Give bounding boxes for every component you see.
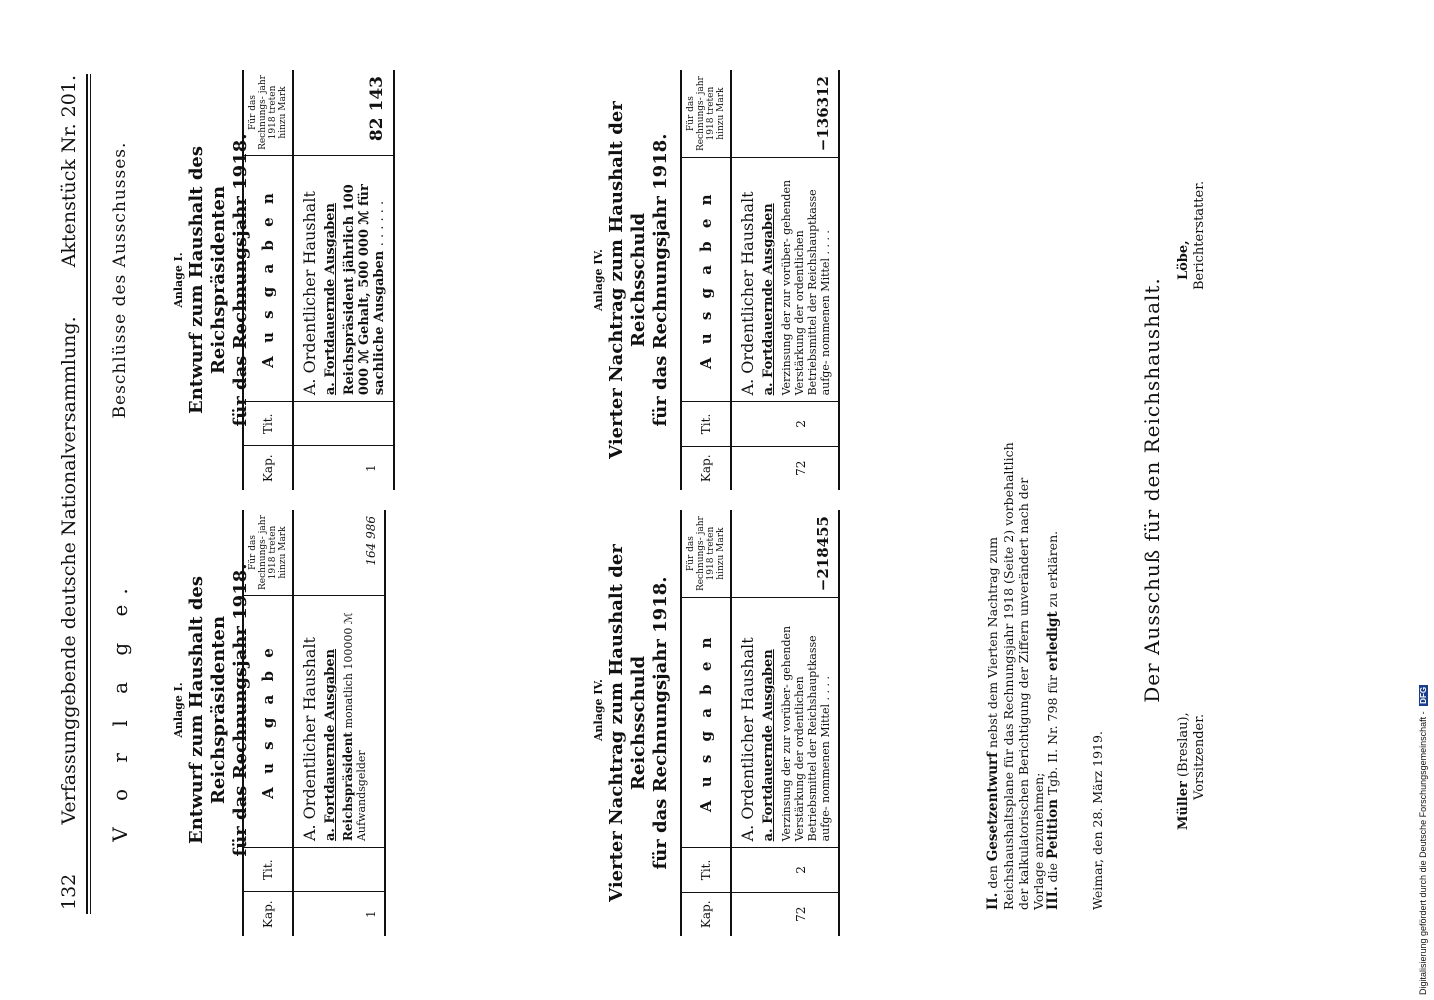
decision-iii bbox=[1045, 440, 1061, 910]
cell-kap: 72 bbox=[731, 446, 839, 490]
col-mark: Für das Rechnungs- jahr 1918 treten hinzu Mark bbox=[243, 70, 293, 155]
decision-iii-bold2: erledigt bbox=[1045, 611, 1061, 671]
left-table2 bbox=[680, 510, 840, 936]
beschluesse-heading: Beschlüsse des Ausschusses. bbox=[110, 141, 130, 419]
cell-desc-rest: monatlich 100000 ℳ Aufwandsgelder bbox=[342, 612, 368, 842]
cell-desc-bold: Reichspräsident bbox=[341, 731, 355, 842]
col-kap: Kap. bbox=[681, 892, 731, 936]
col-tit: Tit. bbox=[243, 402, 293, 446]
cell-head: A. Ordentlicher Haushalt bbox=[738, 637, 757, 842]
right-table2-title-line1: Vierter Nachtrag zum Haushalt der Reichsschuld bbox=[606, 101, 649, 459]
reporter-name: Löbe, bbox=[1176, 240, 1191, 280]
cell-amount: 82 143 bbox=[293, 70, 394, 155]
left-table2-anlage: Anlage IV. bbox=[592, 679, 605, 741]
cell-ausgabe bbox=[293, 596, 385, 848]
cell-ausgabe bbox=[731, 598, 839, 848]
chair-name: Müller bbox=[1176, 781, 1191, 830]
left-table1-title-line2: für das Rechnungsjahr 1918. bbox=[230, 563, 251, 857]
col-tit: Tit. bbox=[243, 848, 293, 892]
digitization-note bbox=[1418, 10, 1432, 995]
decision-ii-lead: den bbox=[985, 865, 1000, 889]
table-row bbox=[293, 70, 394, 490]
cell-desc: Verzinsung der zur vorüber- gehenden Verstärkung der ordentlichen Betriebsmittel der Reichshauptkasse aufge- nommenen Mittel . . . . bbox=[780, 625, 832, 842]
vorlage-heading: V o r l a g e. bbox=[108, 578, 132, 842]
cell-desc bbox=[342, 162, 387, 395]
left-table2-title-line1: Vierter Nachtrag zum Haushalt der Reichsschuld bbox=[606, 544, 649, 902]
col-mark: Für das Rechnungs- jahr 1918 treten hinzu Mark bbox=[681, 510, 731, 598]
col-kap: Kap. bbox=[243, 446, 293, 490]
decision-ii-text: nebst dem Vierten Nachtrag zum Reichshaushaltsplane für das Rechnungsjahr 1918 (Seite 2) vorbehaltlich der kalkulatorischen Berichtigung der Ziffern unverändert nach der Vorlage anzunehmen; bbox=[985, 442, 1046, 910]
left-table1 bbox=[242, 510, 386, 936]
header-rule bbox=[86, 74, 88, 914]
cell-head: A. Ordentlicher Haushalt bbox=[300, 191, 319, 396]
col-kap: Kap. bbox=[243, 892, 293, 936]
col-ausgabe: A u s g a b e n bbox=[243, 155, 293, 401]
decision-ii-prefix: II. bbox=[985, 892, 1001, 910]
right-table2-title-line2: für das Rechnungsjahr 1918. bbox=[650, 133, 671, 427]
cell-desc bbox=[342, 602, 368, 841]
committee-name: Der Ausschuß für den Reichshaushalt. bbox=[1140, 277, 1164, 703]
digitization-note-text: Digitalisierung gefördert durch die Deutsche Forschungsgemeinschaft - bbox=[1418, 711, 1428, 995]
cell-head: A. Ordentlicher Haushalt bbox=[300, 637, 319, 842]
col-tit: Tit. bbox=[681, 848, 731, 892]
cell-kap: 1 bbox=[293, 892, 385, 936]
right-table1 bbox=[242, 70, 395, 490]
col-tit: Tit. bbox=[681, 402, 731, 446]
decision-ii bbox=[985, 440, 1046, 910]
cell-ausgabe bbox=[293, 155, 394, 401]
document-title: Verfassunggebende deutsche Nationalversammlung. bbox=[58, 316, 80, 825]
chair-signature bbox=[1176, 570, 1208, 830]
cell-desc: Verzinsung der zur vorüber- gehenden Verstärkung der ordentlichen Betriebsmittel der Reichshauptkasse aufge- nommenen Mittel . . . . bbox=[780, 179, 832, 396]
col-mark: Für das Rechnungs- jahr 1918 treten hinzu Mark bbox=[243, 510, 293, 596]
cell-head: A. Ordentlicher Haushalt bbox=[738, 191, 757, 396]
chair-role: Vorsitzender. bbox=[1192, 713, 1207, 800]
cell-tit bbox=[293, 848, 385, 892]
right-table2-title bbox=[606, 70, 672, 490]
cell-ausgabe bbox=[731, 158, 839, 402]
left-table2-title bbox=[606, 510, 672, 936]
cell-sub: a. Fortdauernde Ausgaben bbox=[761, 649, 776, 842]
right-table2-anlage: Anlage IV. bbox=[592, 249, 605, 311]
right-table2 bbox=[680, 70, 840, 490]
cell-kap: 72 bbox=[731, 892, 839, 936]
cell-tit: 2 bbox=[731, 848, 839, 892]
col-mark: Für das Rechnungs- jahr 1918 treten hinzu Mark bbox=[681, 70, 731, 158]
table-row bbox=[731, 510, 839, 936]
cell-amount: 164 986 bbox=[293, 510, 385, 596]
decision-iii-lead: die bbox=[1045, 862, 1060, 883]
col-kap: Kap. bbox=[681, 446, 731, 490]
table-row bbox=[293, 510, 385, 936]
decision-iii-prefix: III. bbox=[1045, 886, 1061, 910]
decision-iii-bold: Petition bbox=[1045, 799, 1061, 859]
reporter-signature bbox=[1176, 150, 1208, 350]
cell-sub: a. Fortdauernde Ausgaben bbox=[323, 203, 338, 396]
col-ausgabe: A u s g a b e bbox=[243, 596, 293, 848]
page-number: 132 bbox=[58, 873, 80, 910]
decision-ii-bold: Gesetzentwurf bbox=[985, 752, 1001, 862]
cell-amount: −218455 bbox=[731, 510, 839, 598]
header-rule-thin bbox=[90, 74, 91, 914]
aktenstueck-number: Aktenstück Nr. 201. bbox=[58, 75, 80, 268]
place-date: Weimar, den 28. März 1919. bbox=[1090, 731, 1105, 910]
cell-sub: a. Fortdauernde Ausgaben bbox=[761, 203, 776, 396]
decision-iii-rest: zu erklären. bbox=[1045, 530, 1060, 608]
col-ausgabe: A u s g a b e n bbox=[681, 158, 731, 402]
left-table2-title-line2: für das Rechnungsjahr 1918. bbox=[650, 576, 671, 870]
right-table1-title-line2: für das Rechnungsjahr 1918. bbox=[230, 133, 251, 427]
table-row bbox=[731, 70, 839, 490]
col-ausgabe: A u s g a b e n bbox=[681, 598, 731, 848]
cell-tit bbox=[293, 402, 394, 446]
cell-desc-dots: . . . . . . bbox=[372, 200, 387, 247]
right-table1-title-line1: Entwurf zum Haushalt des Reichspräsidenten bbox=[186, 145, 229, 415]
page-header bbox=[58, 75, 80, 910]
chair-place: (Breslau), bbox=[1176, 712, 1191, 778]
decision-iii-mid: Tgb. II. Nr. 798 für bbox=[1045, 674, 1060, 796]
left-table1-title-line1: Entwurf zum Haushalt des Reichspräsidenten bbox=[186, 575, 229, 845]
right-table1-anlage: Anlage I. bbox=[172, 252, 185, 308]
reporter-role: Berichterstatter. bbox=[1192, 180, 1207, 290]
dfg-logo-icon: DFG bbox=[1419, 686, 1428, 704]
cell-tit: 2 bbox=[731, 402, 839, 446]
cell-desc-bold: Reichspräsident jährlich 100 000 ℳ Gehalt, 500 000 ℳ für sachliche Ausgaben bbox=[342, 184, 387, 396]
cell-amount: −136312 bbox=[731, 70, 839, 158]
cell-kap: 1 bbox=[293, 446, 394, 490]
cell-sub: a. Fortdauernde Ausgaben bbox=[323, 648, 338, 842]
left-table1-anlage: Anlage I. bbox=[172, 682, 185, 738]
